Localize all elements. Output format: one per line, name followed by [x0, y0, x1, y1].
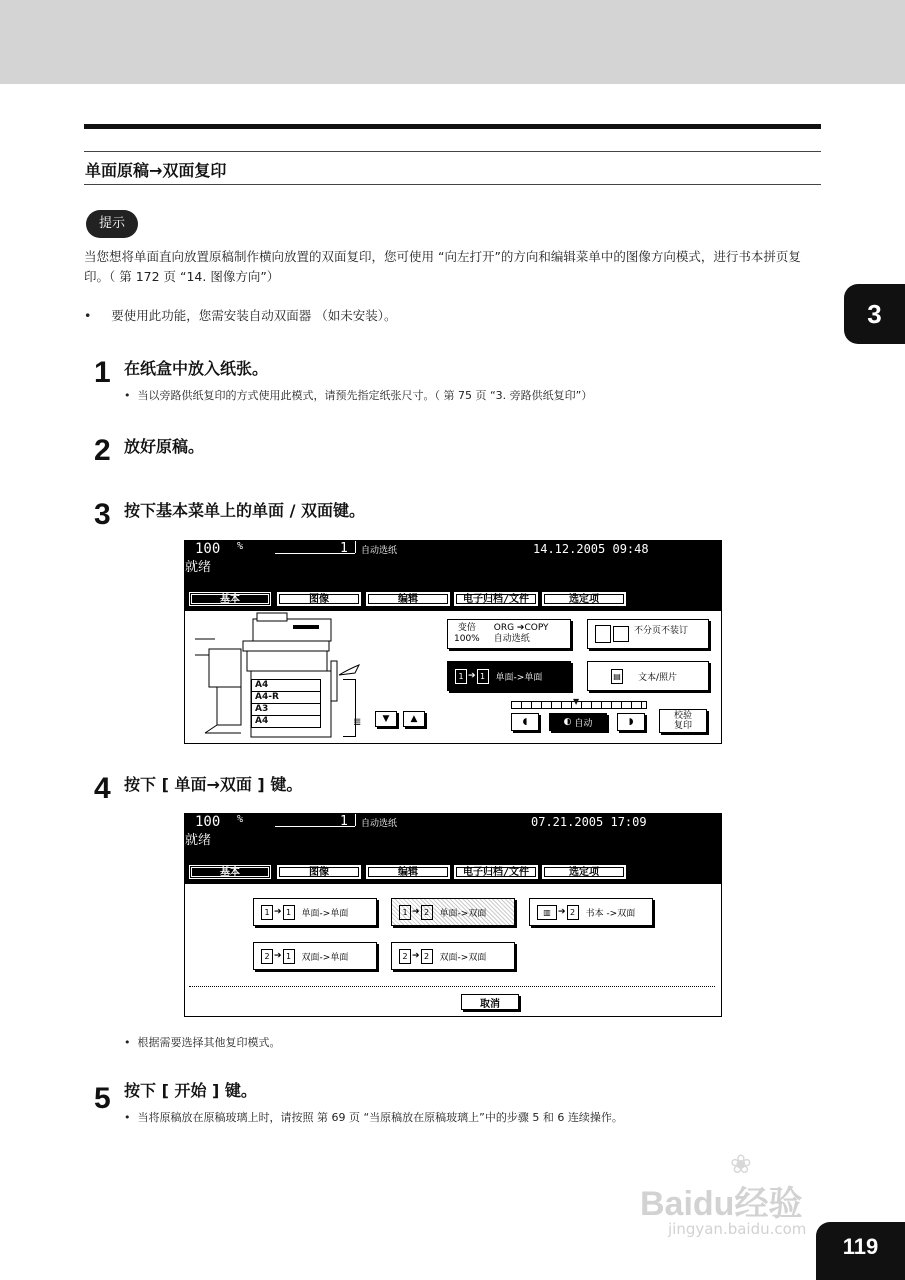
- mode-1to2-button[interactable]: 1 ➔ 2 单面->双面: [391, 898, 515, 926]
- screen-header: [185, 814, 721, 884]
- auto-label: 自动: [574, 718, 593, 729]
- scroll-down-button[interactable]: ▼: [375, 711, 397, 727]
- paper-tray-1[interactable]: A4: [251, 679, 321, 692]
- zoom-value: 100: [195, 541, 221, 557]
- mode-2to1-button[interactable]: 2 ➔ 1 双面->单面: [253, 942, 377, 970]
- chapter-tab: 3: [844, 284, 905, 344]
- tip-text: 当您想将单面直向放置原稿制作横向放置的双面复印，您可使用 “向左打开”的方向和编辑菜单中的图像方向模式，进行书本拼页复印。（ 第 172 页 “14. 图像方向”）: [84, 249, 801, 284]
- copier-screen-basic: [184, 540, 722, 744]
- step-3-title: 按下基本菜单上的单面 / 双面键。: [124, 501, 365, 520]
- tab-edit[interactable]: 编辑: [366, 592, 450, 606]
- tab-basic[interactable]: 基本: [189, 865, 271, 879]
- watermark-url: jingyan.baidu.com: [668, 1220, 807, 1238]
- step-1-number: 1: [94, 356, 111, 389]
- paper-mode: 自动选纸: [361, 546, 398, 556]
- tab-edit[interactable]: 编辑: [366, 865, 450, 879]
- step-4-title: 按下 [ 单面→双面 ] 键。: [124, 775, 303, 794]
- two-sided-icon-2: 2: [421, 949, 433, 964]
- requirement-text: 要使用此功能，您需安装自动双面器 （如未安装）。: [111, 308, 397, 323]
- top-band: [0, 0, 905, 84]
- copies-divider: [355, 541, 356, 553]
- mode-2to2-button[interactable]: 2 ➔ 2 双面->双面: [391, 942, 515, 970]
- one-sided-icon-2: 1: [477, 669, 489, 684]
- mode-1to1-label: 单面->单面: [301, 908, 349, 919]
- document-icon: ▤: [611, 669, 623, 684]
- tab-image[interactable]: 图像: [277, 865, 361, 879]
- mode-2to1-label: 双面->单面: [301, 952, 349, 963]
- tip-badge: 提示: [86, 210, 138, 238]
- step-4-note-text: 根据需要选择其他复印模式。: [137, 1036, 281, 1049]
- copies-divider: [355, 814, 356, 826]
- zoom-org-copy: ORG ➔COPY 自动选纸: [493, 623, 549, 644]
- step-5-note-text: 当将原稿放在原稿玻璃上时，请按照 第 69 页 “当原稿放在原稿玻璃上”中的步骤 5 和 6 连续操作。: [137, 1111, 623, 1124]
- step-1-title: 在纸盒中放入纸张。: [124, 359, 269, 378]
- image-mode-label: 文本/照片: [638, 672, 678, 683]
- section-title: 单面原稿→双面复印: [85, 161, 227, 180]
- header-rule: [84, 124, 821, 129]
- copies-count: 1: [340, 541, 348, 556]
- zoom-unit: %: [237, 814, 244, 825]
- datetime: 14.12.2005 09:48: [533, 542, 649, 556]
- step-4-number: 4: [94, 772, 111, 805]
- proof-label: [674, 711, 692, 731]
- zoom-unit: %: [237, 541, 244, 552]
- duplex-button[interactable]: 1 ➔ 1 单面->单面: [447, 661, 571, 691]
- step-5-note: • 当将原稿放在原稿玻璃上时，请按照 第 69 页 “当原稿放在原稿玻璃上”中的步骤 5 和 6 连续操作。: [124, 1111, 623, 1124]
- zoom-copy: COPY: [524, 623, 549, 633]
- mode-2to2-label: 双面->双面: [439, 952, 487, 963]
- paper-tray-3[interactable]: A3: [251, 704, 321, 716]
- screen-header: [185, 541, 721, 611]
- step-1-note: • 当以旁路供纸复印的方式使用此模式，请预先指定纸张尺寸。（ 第 75 页 “3. 旁路供纸复印”）: [124, 389, 593, 402]
- auto-icon: ◐: [563, 717, 572, 727]
- copier-screen-duplex: [184, 813, 722, 1017]
- zoom-button[interactable]: [447, 619, 571, 649]
- page-number: 119: [816, 1222, 905, 1280]
- tab-efiling[interactable]: 电子归档/文件: [454, 865, 538, 879]
- paper-mode: 自动选纸: [361, 819, 398, 829]
- watermark-brand: Baidu经验: [640, 1185, 803, 1223]
- mode-1to2-label: 单面->双面: [439, 908, 487, 919]
- paper-tray-2[interactable]: A4-R: [251, 692, 321, 704]
- tab-options[interactable]: 选定项: [542, 592, 626, 606]
- datetime: 07.21.2005 17:09: [531, 815, 647, 829]
- title-rule-top: [84, 151, 821, 152]
- one-sided-icon: 1: [399, 905, 411, 920]
- zoom-label: 变倍: [457, 623, 476, 633]
- proof-copy-button[interactable]: [659, 709, 707, 733]
- bypass-bracket: [343, 679, 356, 737]
- image-mode-button[interactable]: [587, 661, 709, 691]
- bypass-tray-icon: ≣: [353, 717, 362, 728]
- zoom-percent: 100%: [454, 634, 480, 644]
- two-sided-icon: 2: [421, 905, 433, 920]
- status-text: 就绪: [185, 560, 212, 575]
- mode-1to1-button[interactable]: 1 ➔ 1 单面->单面: [253, 898, 377, 926]
- sort-icon-2: [613, 626, 629, 642]
- one-sided-icon: 1: [261, 905, 273, 920]
- zoom-auto-paper: 自动选纸: [493, 634, 530, 644]
- proof-label-2: 复印: [673, 721, 692, 731]
- tab-options[interactable]: 选定项: [542, 865, 626, 879]
- paper-tray-list: [251, 679, 321, 728]
- density-darker-button[interactable]: ◗: [617, 713, 645, 731]
- mode-book-button[interactable]: ▥ ➔ 2 书本 ->双面: [529, 898, 653, 926]
- tab-image[interactable]: 图像: [277, 592, 361, 606]
- auto-density-button[interactable]: [549, 713, 607, 731]
- density-pointer: ▼: [573, 697, 580, 706]
- step-4-note: • 根据需要选择其他复印模式。: [124, 1036, 281, 1049]
- sort-label: 不分页不装订: [634, 626, 689, 636]
- sort-button[interactable]: [587, 619, 709, 649]
- copies-count: 1: [340, 814, 348, 829]
- tab-basic[interactable]: 基本: [189, 592, 271, 606]
- duplex-label: 单面->单面: [495, 672, 543, 683]
- scroll-up-button[interactable]: ▲: [403, 711, 425, 727]
- one-sided-icon: 1: [455, 669, 467, 684]
- step-3-number: 3: [94, 498, 111, 531]
- paper-tray-4[interactable]: A4: [251, 716, 321, 728]
- cancel-button[interactable]: 取消: [461, 994, 519, 1010]
- step-5-title: 按下 [ 开始 ] 键。: [124, 1081, 257, 1100]
- requirement-bullet: • 要使用此功能，您需安装自动双面器 （如未安装）。: [84, 308, 397, 323]
- zoom-button-label: [454, 623, 480, 645]
- two-sided-icon: 2: [567, 905, 579, 920]
- density-lighter-button[interactable]: ◖: [511, 713, 539, 731]
- one-sided-icon: 1: [283, 949, 295, 964]
- step-5-number: 5: [94, 1082, 111, 1115]
- divider: [189, 986, 715, 987]
- tab-efiling[interactable]: 电子归档/文件: [454, 592, 538, 606]
- mode-book-label: 书本 ->双面: [585, 908, 636, 919]
- status-text: 就绪: [185, 833, 212, 848]
- step-1-note-text: 当以旁路供纸复印的方式使用此模式，请预先指定纸张尺寸。（ 第 75 页 “3. 旁路供纸复印”）: [137, 389, 593, 402]
- zoom-org: ORG: [493, 623, 515, 633]
- zoom-value: 100: [195, 814, 221, 830]
- book-icon: ▥: [537, 905, 557, 920]
- step-2-title: 放好原稿。: [124, 437, 205, 456]
- two-sided-icon: 2: [399, 949, 411, 964]
- paw-icon: ❀: [730, 1150, 752, 1180]
- step-2-number: 2: [94, 434, 111, 467]
- title-rule-bottom: [84, 184, 821, 185]
- proof-label-1: 校验: [673, 711, 692, 721]
- sort-icon: [595, 625, 611, 643]
- two-sided-icon: 2: [261, 949, 273, 964]
- one-sided-icon-2: 1: [283, 905, 295, 920]
